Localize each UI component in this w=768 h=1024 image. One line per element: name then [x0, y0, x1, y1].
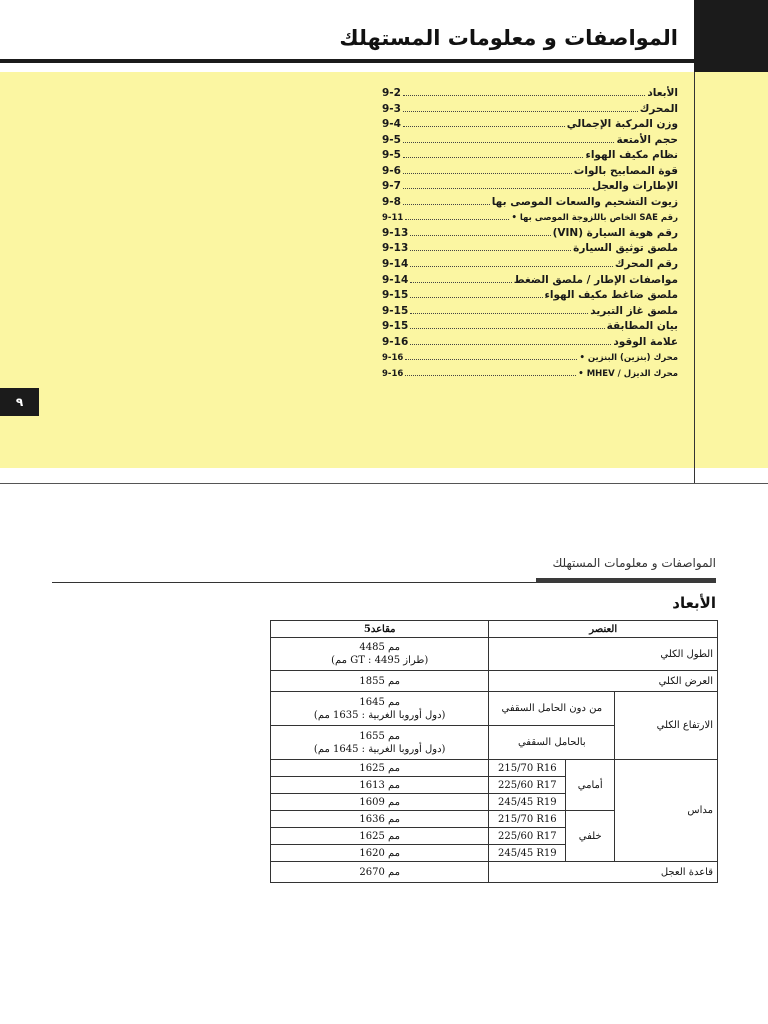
toc-leader-dots — [403, 164, 572, 174]
toc-entry[interactable] — [382, 273, 678, 289]
toc-entry[interactable] — [382, 210, 678, 226]
toc-page-number: 9-15 — [382, 320, 409, 333]
toc-page-number: 9-14 — [382, 273, 409, 286]
toc-leader-dots — [403, 148, 583, 158]
toc-page-number: 9-4 — [382, 118, 401, 131]
toc-title: مواصفات الإطار / ملصق الضغط — [513, 273, 678, 286]
toc-title: المحرك — [639, 102, 678, 115]
value-cell: 1636 مم — [271, 811, 489, 828]
toc-leader-dots — [403, 102, 638, 112]
toc-title: رقم SAE الخاص باللزوجة الموصى بها • — [511, 211, 678, 227]
toc-title: رقم هوية السيارة (VIN) — [552, 226, 678, 239]
section-title: الأبعاد — [672, 594, 716, 612]
toc-page-number: 9-5 — [382, 149, 401, 162]
toc-leader-dots — [410, 288, 542, 298]
toc-leader-dots — [410, 335, 611, 345]
toc-leader-dots — [403, 195, 490, 205]
label-cell: العرض الكلي — [489, 671, 718, 692]
sublabel-cell: من دون الحامل السقفي — [489, 692, 615, 726]
toc-page-number: 9-15 — [382, 289, 409, 302]
dimensions-table — [270, 620, 718, 883]
table-of-contents — [382, 86, 678, 381]
tire-cell: 215/70 R16 — [489, 811, 566, 828]
toc-leader-dots — [403, 86, 645, 96]
table-row — [271, 862, 718, 883]
value-cell: 2670 مم — [271, 862, 489, 883]
chapter-title: المواصفات و معلومات المستهلك — [339, 26, 678, 50]
label-cell: مداس — [615, 760, 718, 862]
toc-title: وزن المركبة الإجمالي — [566, 118, 678, 131]
toc-title: قوة المصابيح بالوات — [573, 164, 678, 177]
toc-leader-dots — [403, 179, 590, 189]
toc-leader-dots — [410, 319, 604, 329]
toc-entry[interactable] — [382, 319, 678, 335]
tire-cell: 245/45 R19 — [489, 845, 566, 862]
toc-page-number: 9-16 — [382, 353, 404, 364]
header-item: العنصر — [489, 621, 718, 638]
toc-entry[interactable] — [382, 226, 678, 242]
value-cell: 1855 مم — [271, 671, 489, 692]
toc-title: محرك الديزل / MHEV • — [578, 367, 678, 383]
toc-entry[interactable] — [382, 257, 678, 273]
toc-entry[interactable] — [382, 117, 678, 133]
toc-page-number: 9-11 — [382, 213, 404, 224]
toc-title: ملصق غاز التبريد — [590, 304, 678, 317]
toc-entry[interactable] — [382, 304, 678, 320]
toc-page-number: 9-16 — [382, 335, 409, 348]
value-cell: 1620 مم — [271, 845, 489, 862]
toc-title: زيوت التشحيم والسعات الموصى بها — [491, 195, 678, 208]
vertical-divider — [694, 72, 695, 484]
toc-leader-dots — [410, 226, 550, 236]
toc-title: محرك (بنزين) البنزين • — [579, 351, 678, 367]
toc-entry[interactable] — [382, 195, 678, 211]
value-cell: 4485 مم (طراز GT : 4495 مم) — [271, 638, 489, 671]
title-rule — [0, 59, 694, 63]
header-seats: 5مقاعد — [271, 621, 489, 638]
toc-title: حجم الأمتعة — [616, 133, 678, 146]
toc-page-number: 9-13 — [382, 242, 409, 255]
toc-entry[interactable] — [382, 179, 678, 195]
toc-page-number: 9-3 — [382, 102, 401, 115]
tire-cell: 245/45 R19 — [489, 794, 566, 811]
table-row — [271, 671, 718, 692]
value-cell: 1613 مم — [271, 777, 489, 794]
toc-leader-dots — [405, 210, 509, 220]
toc-entry[interactable] — [382, 288, 678, 304]
label-cell: الارتفاع الكلي — [615, 692, 718, 760]
toc-entry[interactable] — [382, 366, 678, 382]
toc-page-number: 9-8 — [382, 195, 401, 208]
value-cell: 1625 مم — [271, 760, 489, 777]
chapter-corner-block — [694, 0, 768, 72]
toc-entry[interactable] — [382, 86, 678, 102]
toc-leader-dots — [403, 133, 614, 143]
toc-leader-dots — [405, 350, 577, 360]
rear-label-cell: خلفي — [566, 811, 615, 862]
toc-title: الأبعاد — [647, 87, 678, 99]
page-divider — [0, 483, 768, 484]
toc-entry[interactable] — [382, 133, 678, 149]
toc-title: ملصق ضاغط مكيف الهواء — [544, 289, 678, 302]
toc-title: نظام مكيف الهواء — [585, 149, 678, 162]
tire-cell: 225/60 R17 — [489, 777, 566, 794]
table-row — [271, 692, 718, 726]
header-bar — [536, 578, 716, 583]
label-cell: قاعدة العجل — [489, 862, 718, 883]
toc-entry[interactable] — [382, 148, 678, 164]
toc-page-number: 9-6 — [382, 164, 401, 177]
toc-title: ملصق توثيق السيارة — [573, 242, 678, 255]
toc-page-number: 9-7 — [382, 180, 401, 193]
toc-leader-dots — [410, 304, 588, 314]
toc-leader-dots — [410, 241, 571, 251]
toc-entry[interactable] — [382, 164, 678, 180]
toc-page-number: 9-16 — [382, 368, 404, 379]
chapter-tab: ٩ — [0, 388, 39, 416]
sublabel-cell: بالحامل السقفي — [489, 726, 615, 760]
toc-title: علامة الوقود — [613, 335, 678, 348]
toc-leader-dots — [410, 257, 613, 267]
toc-entry[interactable] — [382, 350, 678, 366]
toc-title: الإطارات والعجل — [591, 180, 678, 193]
table-header-row — [271, 621, 718, 638]
toc-title: بيان المطابقة — [606, 320, 678, 333]
label-cell: الطول الكلي — [489, 638, 718, 671]
table-row — [271, 760, 718, 777]
toc-page-number: 9-14 — [382, 258, 409, 271]
toc-entry[interactable] — [382, 335, 678, 351]
toc-entry[interactable] — [382, 241, 678, 257]
value-cell: 1625 مم — [271, 828, 489, 845]
toc-page-number: 9-5 — [382, 133, 401, 146]
toc-entry[interactable] — [382, 102, 678, 118]
toc-leader-dots — [405, 366, 576, 376]
toc-title: رقم المحرك — [614, 258, 678, 271]
tire-cell: 215/70 R16 — [489, 760, 566, 777]
value-cell: 1609 مم — [271, 794, 489, 811]
toc-page-number: 9-13 — [382, 226, 409, 239]
toc-page-number: 9-15 — [382, 304, 409, 317]
value-cell: 1655 مم (دول أوروبا الغربية : 1645 مم) — [271, 726, 489, 760]
tire-cell: 225/60 R17 — [489, 828, 566, 845]
toc-leader-dots — [410, 273, 511, 283]
running-header: المواصفات و معلومات المستهلك — [552, 556, 716, 570]
toc-page-number: 9-2 — [382, 87, 401, 99]
value-cell: 1645 مم (دول أوروبا الغربية : 1635 مم) — [271, 692, 489, 726]
toc-leader-dots — [403, 117, 565, 127]
table-row — [271, 638, 718, 671]
front-label-cell: أمامي — [566, 760, 615, 811]
